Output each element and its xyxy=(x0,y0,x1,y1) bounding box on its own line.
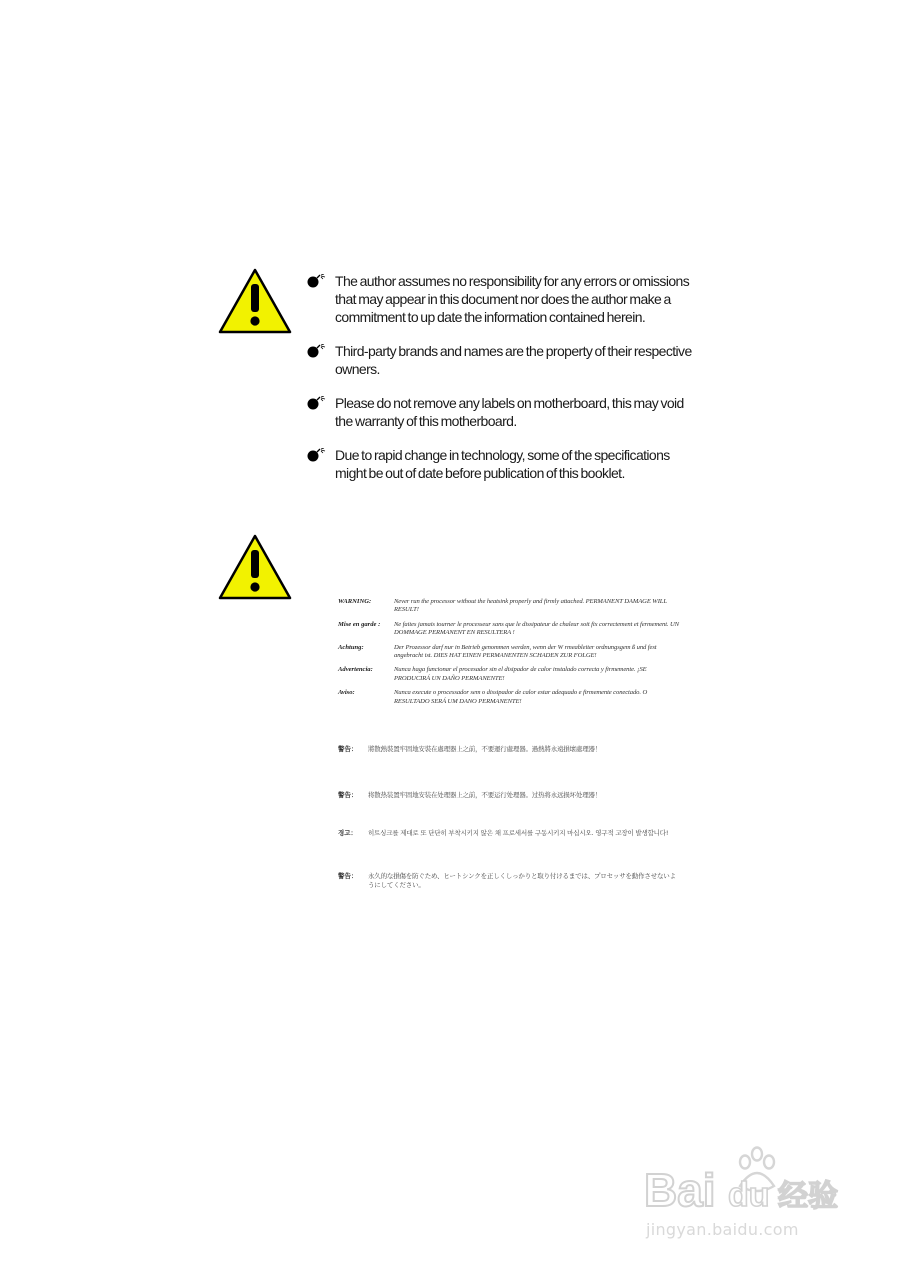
warning-label: Aviso: xyxy=(338,689,355,697)
note-text: Third-party brands and names are the property of their respective owners. xyxy=(335,343,692,377)
warning-triangle-icon xyxy=(218,268,292,334)
note-text: Please do not remove any labels on motherboard, this may void the warranty of this motherboard. xyxy=(335,395,684,429)
warning-text: Der Prozessor darf nur in Betrieb genommen werden, wenn der W rmeableiter ordnungsgem ß und fest angebracht ist. DIES HAT EINEN PERMANENTEN SCHADEN ZUR FOLGE! xyxy=(394,643,657,660)
warning-row xyxy=(338,621,680,644)
cjk-warning-label: 警告： xyxy=(338,872,358,880)
warning-label: Mise en garde : xyxy=(338,620,381,628)
bomb-bullet-icon xyxy=(307,274,327,288)
warning-row xyxy=(338,598,680,621)
note-item xyxy=(307,446,697,482)
note-text: The author assumes no responsibility for any errors or omissions that may appear in this document nor does the author make a commitment to up date the information contained herein. xyxy=(335,273,690,325)
warning-label: Achtung: xyxy=(338,643,364,651)
cjk-warning-text: 永久的な損傷を防ぐため、ヒートシンクを正しくしっかりと取り付けるまでは、プロセッサを動作させないようにしてください。 xyxy=(368,872,676,889)
cjk-warning-text: 將散熱裝置牢固地安裝在處理器上之前，不要運行處理器。過熱將永遠損壞處理器！ xyxy=(368,745,602,753)
svg-text:经验: 经验 xyxy=(778,1179,838,1214)
warning-row xyxy=(338,666,680,689)
note-item xyxy=(307,342,697,378)
cjk-warning-text: 히트싱크를 제대로 또 단단히 부착시키지 않은 채 프로세서를 구동시키지 마십시오. 영구적 고장이 발생합니다! xyxy=(368,829,669,837)
cjk-warning xyxy=(338,791,683,800)
warning-triangle-icon xyxy=(218,534,292,600)
watermark-url: jingyan.baidu.com xyxy=(646,1220,799,1239)
warning-text: Ne faites jamais tourner le processeur sans que le dissipateur de chaleur soit fix correctement et fermement. UN DOMMAGE PERMANENT EN RESULTERA ! xyxy=(394,620,679,637)
warning-text: Nunca haga funcionar el procesador sin el disipador de calor instalado correcta y firmemente. ¡SE PRODUCIRÁ UN DAÑO PERMANENTE! xyxy=(394,666,647,682)
warning-text: Nunca execute o processador sem o dissipador de calor estar adequado e firmemente conectado. O RESULTADO SERÁ UM DANO PERMANENTE! xyxy=(394,689,648,705)
cjk-warning xyxy=(338,872,683,890)
warning-label: WARNING: xyxy=(338,598,372,605)
cjk-warning-text: 将散热装置牢固地安装在处理器上之前，不要运行处理器。过热将永远损坏处理器！ xyxy=(368,791,602,799)
cjk-warning-label: 경고： xyxy=(338,829,358,837)
bomb-bullet-icon xyxy=(307,344,327,358)
cjk-warning-label: 警告： xyxy=(338,745,358,753)
note-text: Due to rapid change in technology, some of the specifications might be out of date before publication of this booklet. xyxy=(335,447,670,481)
warning-table xyxy=(338,598,680,712)
disclaimer-notes xyxy=(307,272,697,498)
svg-text:du: du xyxy=(728,1176,770,1214)
note-item xyxy=(307,394,697,430)
bomb-bullet-icon xyxy=(307,396,327,410)
cjk-warning-label: 警告： xyxy=(338,791,358,799)
svg-text:Bai: Bai xyxy=(644,1164,716,1216)
cjk-warning xyxy=(338,745,683,754)
bomb-bullet-icon xyxy=(307,448,327,462)
warning-row xyxy=(338,689,680,712)
warning-row xyxy=(338,644,680,667)
note-item xyxy=(307,272,697,326)
warning-label: Advertencia: xyxy=(338,666,373,674)
warning-text: Never run the processor without the heatsink properly and firmly attached. PERMANENT DAMAGE WILL RESULT! xyxy=(394,598,667,614)
cjk-warning xyxy=(338,829,683,838)
